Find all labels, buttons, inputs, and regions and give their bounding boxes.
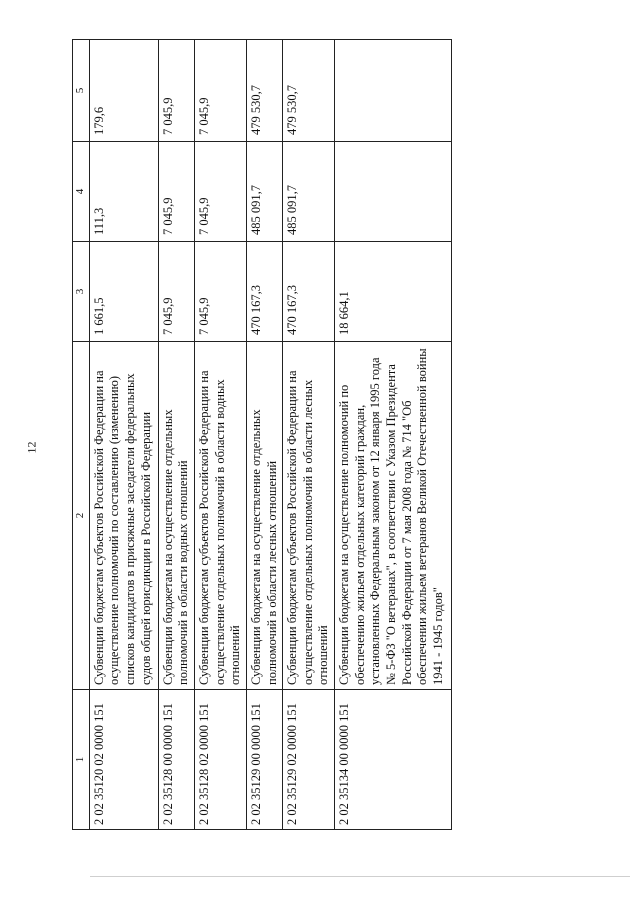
cell-name: Субвенции бюджетам субъектов Российской Федерации на осуществление полномочий по составлению (изменению) списков кандидатов в присяжные заседатели федеральных судов общей юрисдикции в Российской Федерации [89,342,158,690]
cell-col4: 485 091,7 [283,142,335,242]
cell-col5 [335,40,452,142]
cell-col5: 7 045,9 [195,40,247,142]
cell-col4: 111,3 [89,142,158,242]
table-row [158,40,194,830]
cell-col4: 7 045,9 [158,142,194,242]
cell-col4 [335,142,452,242]
header-col-5: 5 [73,40,90,142]
rotated-table-frame [72,40,632,830]
cell-code: 2 02 35129 00 0000 151 [246,690,282,830]
cell-col3: 470 167,3 [283,242,335,342]
cell-col5: 179,6 [89,40,158,142]
table-row [335,40,452,830]
cell-col5: 479 530,7 [283,40,335,142]
table-row [195,40,247,830]
table-row [89,40,158,830]
header-row [73,40,90,830]
cell-col3: 7 045,9 [195,242,247,342]
header-col-4: 4 [73,142,90,242]
cell-name: Субвенции бюджетам на осуществление отдельных полномочий в области водных отношений [158,342,194,690]
cell-name: Субвенции бюджетам субъектов Российской Федерации на осуществление отдельных полномочий в области лесных отношений [283,342,335,690]
scan-edge-line [90,876,630,877]
header-col-3: 3 [73,242,90,342]
cell-col3: 1 661,5 [89,242,158,342]
cell-code: 2 02 35120 02 0000 151 [89,690,158,830]
cell-code: 2 02 35134 00 0000 151 [335,690,452,830]
header-col-1: 1 [73,690,90,830]
cell-code: 2 02 35128 00 0000 151 [158,690,194,830]
cell-col3: 18 664,1 [335,242,452,342]
cell-col5: 7 045,9 [158,40,194,142]
cell-name: Субвенции бюджетам субъектов Российской Федерации на осуществление отдельных полномочий в области водных отношений [195,342,247,690]
page-number: 12 [24,441,39,454]
table-container [72,40,632,830]
table-row [246,40,282,830]
header-col-2: 2 [73,342,90,690]
cell-name: Субвенции бюджетам на осуществление отдельных полномочий в области лесных отношений [246,342,282,690]
cell-col4: 485 091,7 [246,142,282,242]
cell-col3: 470 167,3 [246,242,282,342]
cell-col4: 7 045,9 [195,142,247,242]
cell-code: 2 02 35129 02 0000 151 [283,690,335,830]
cell-col3: 7 045,9 [158,242,194,342]
cell-name: Субвенции бюджетам на осуществление полномочий по обеспечению жильем отдельных категорий граждан, установленных Федеральным законом от 12 января 1995 года № 5-ФЗ "О ветеранах", в соответствии с Указом Президента Российской Федерации от 7 мая 2008 года № 714 "Об обеспечении жильем ветеранов Великой Отечественной войны 1941 - 1945 годов" [335,342,452,690]
table-row [283,40,335,830]
budget-table [72,39,452,830]
cell-col5: 479 530,7 [246,40,282,142]
cell-code: 2 02 35128 02 0000 151 [195,690,247,830]
